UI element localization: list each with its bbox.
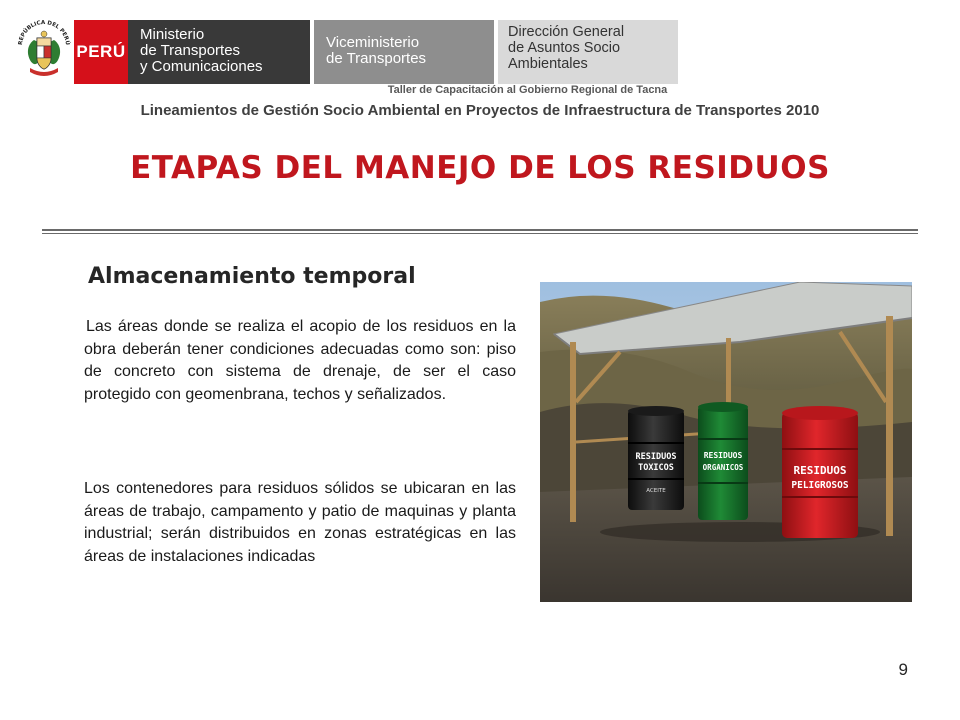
slide-title: ETAPAS DEL MANEJO DE LOS RESIDUOS	[130, 150, 830, 186]
direccion-line-3: Ambientales	[508, 56, 588, 72]
workshop-caption-text: Taller de Capacitación al Gobierno Regional de Tacna	[387, 84, 668, 96]
guidelines-subtitle: Lineamientos de Gestión Socio Ambiental en Proyectos de Infraestructura de Transportes 2010	[140, 102, 820, 119]
viceministerio-line-2: de Transportes	[326, 50, 427, 67]
workshop-caption	[0, 84, 960, 96]
ministerio-line-1: Ministerio	[140, 26, 205, 43]
coat-of-arms-logo	[14, 16, 74, 86]
peru-label: PERÚ	[76, 42, 126, 61]
direccion-line-1: Dirección General	[508, 24, 625, 40]
barrel-organic-label-2: ORGANICOS	[702, 463, 744, 472]
ministerio-line-3: y Comunicaciones	[140, 58, 263, 75]
ministerio-line-2: de Transportes	[140, 42, 241, 59]
ministerio-block	[128, 20, 310, 84]
page-number: 9	[898, 660, 908, 679]
paragraph-containers: Los contenedores para residuos sólidos se ubicaran en las áreas de trabajo, campamento y patio de maquinas y planta industrial; serán distribuidos en zonas estratégicas en las áreas de instalaciones indicadas	[84, 480, 516, 565]
waste-barrels-photo	[540, 282, 912, 602]
title-divider	[42, 229, 918, 231]
barrel-hazardous-label-1: RESIDUOS	[793, 464, 847, 477]
emblem-text: REPÚBLICA DEL PERÚ	[17, 19, 71, 46]
barrel-organic-label-1: RESIDUOS	[703, 451, 743, 460]
viceministerio-line-1: Viceministerio	[326, 34, 420, 51]
barrel-toxic-label-2: TOXICOS	[638, 463, 674, 473]
barrel-hazardous-label-2: PELIGROSOS	[791, 480, 849, 491]
title-divider-secondary	[42, 233, 918, 234]
direccion-general-block	[498, 20, 678, 84]
section-heading: Almacenamiento temporal	[88, 264, 416, 289]
barrel-toxic-sub: ACEITE	[646, 488, 666, 494]
direccion-line-2: de Asuntos Socio	[508, 40, 621, 56]
peru-logo	[74, 20, 128, 84]
paragraph-storage-areas: Las áreas donde se realiza el acopio de los residuos en la obra deberán tener condiciones adecuadas como son: piso de concreto con sistema de drenaje, de ser el caso protegido con geomenbrana, techos y señalizados.	[84, 318, 516, 403]
viceministerio-block	[314, 20, 494, 84]
barrel-toxic-label-1: RESIDUOS	[635, 452, 677, 462]
